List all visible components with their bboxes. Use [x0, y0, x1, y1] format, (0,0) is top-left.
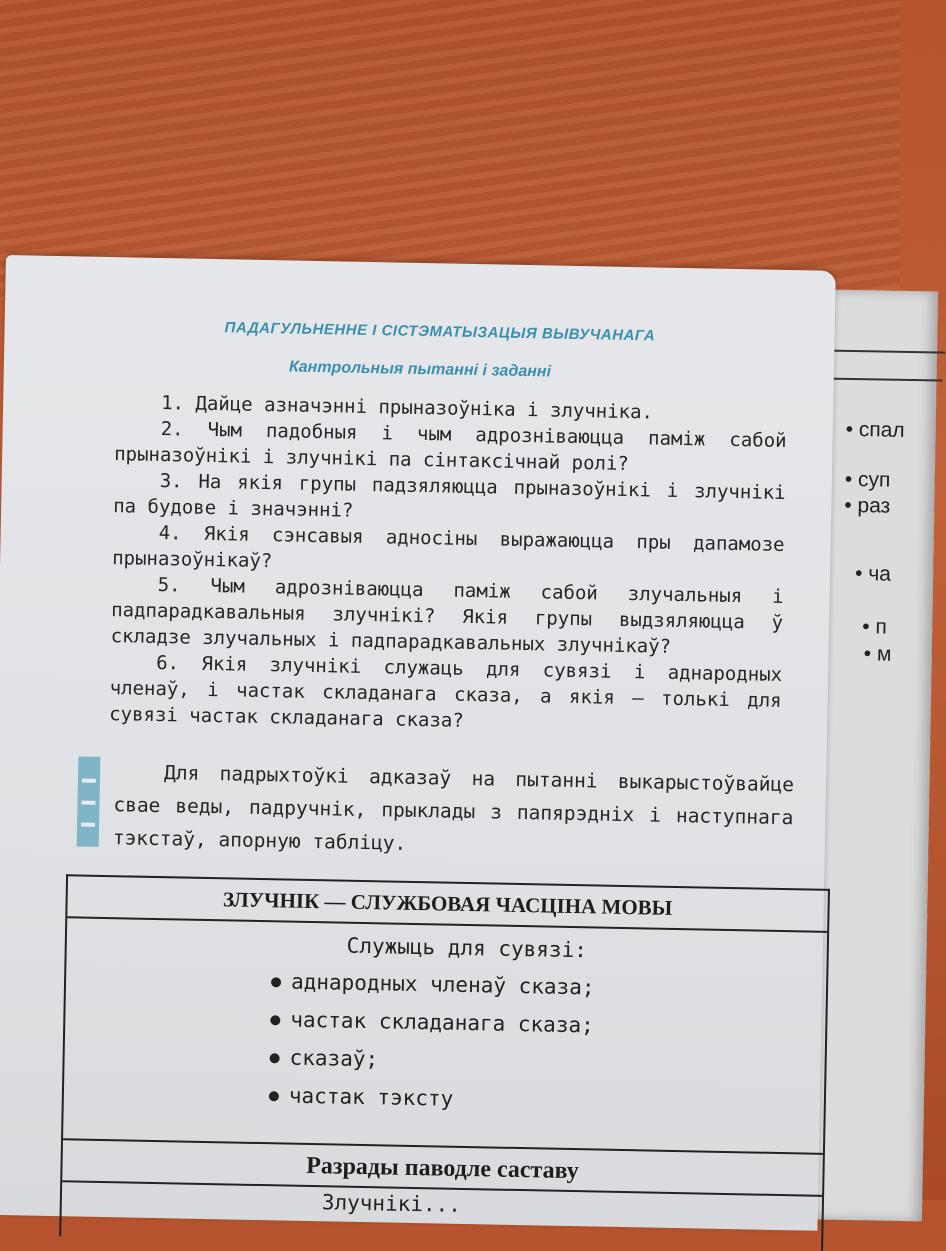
list-item: частак складанага сказа; — [270, 1000, 826, 1049]
table-section-heading: Разрады паводле саставу — [62, 1140, 823, 1197]
bullet-icon — [271, 977, 281, 987]
list-item: аднародных членаў сказа; — [271, 962, 827, 1011]
bullet-icon — [270, 1015, 280, 1025]
right-page-bullet: • п — [862, 615, 888, 639]
table-uses-list — [64, 958, 827, 1125]
right-page-bullet: • раз — [844, 493, 891, 518]
question-item: 5. Чым адрозніваюцца паміж сабой злучальныя і падпарадкавальныя злучнікі? Якія групы выдзяляюцца ў складзе злучальных і падпарадкавальных злучнікаў? — [110, 573, 784, 658]
right-page-bullet: • суп — [844, 467, 891, 492]
right-page-bullet: • спал — [845, 417, 905, 442]
note-marker-icon — [77, 756, 101, 846]
question-item: 1. Дайце азначэнні прыназоўніка і злучніка. — [160, 392, 654, 424]
question-list — [109, 389, 787, 740]
table-cut-off-text: Злучнікі... — [321, 1190, 462, 1217]
question-item: 3. На якія групы падзяляюцца прыназоўнікі і злучнікі па будове і значэнні? — [112, 469, 786, 522]
question-item: 4. Якія сэнсавыя адносіны выражаюцца пры дапамозе прыназоўнікаў? — [111, 521, 785, 573]
wooden-table-background — [0, 0, 900, 300]
bullet-icon — [269, 1091, 279, 1101]
table-uses-title: Служыць для сувязі: — [346, 933, 588, 963]
right-page-bullet: • м — [863, 642, 892, 666]
table-title: ЗЛУЧНІК — СЛУЖБОВАЯ ЧАСЦІНА МОВЫ — [67, 876, 828, 933]
list-item: сказаў; — [269, 1038, 825, 1087]
instruction-note: Для падрыхтоўкі адказаў на пытанні выкарыстоўвайце свае веды, падручнік, прыклады з папярэдніх і наступнага тэкстаў, апорную табліцу. — [112, 761, 795, 855]
reference-table — [59, 874, 830, 1251]
question-item: 2. Чым падобныя і чым адрозніваюцца паміж сабой прыназоўнікі і злучнікі па сінтаксічнай ролі? — [113, 418, 787, 475]
bullet-icon — [270, 1053, 280, 1063]
list-item: частак тэксту — [269, 1076, 825, 1125]
right-page-bullet: • ча — [854, 562, 892, 586]
textbook-page — [0, 255, 836, 1231]
section-heading: ПАДАГУЛЬНЕННЕ І СІСТЭМАТЫЗАЦЫЯ ВЫВУЧАНАГА — [224, 319, 656, 345]
question-item: 6. Якія злучнікі служаць для сувязі і аднародных членаў, і частак складанага сказа, а якія — толькі для сувязі частак складанага сказа? — [108, 651, 783, 732]
subheading: Кантрольныя пытанні і заданні — [288, 358, 552, 381]
table-body — [63, 918, 827, 1155]
